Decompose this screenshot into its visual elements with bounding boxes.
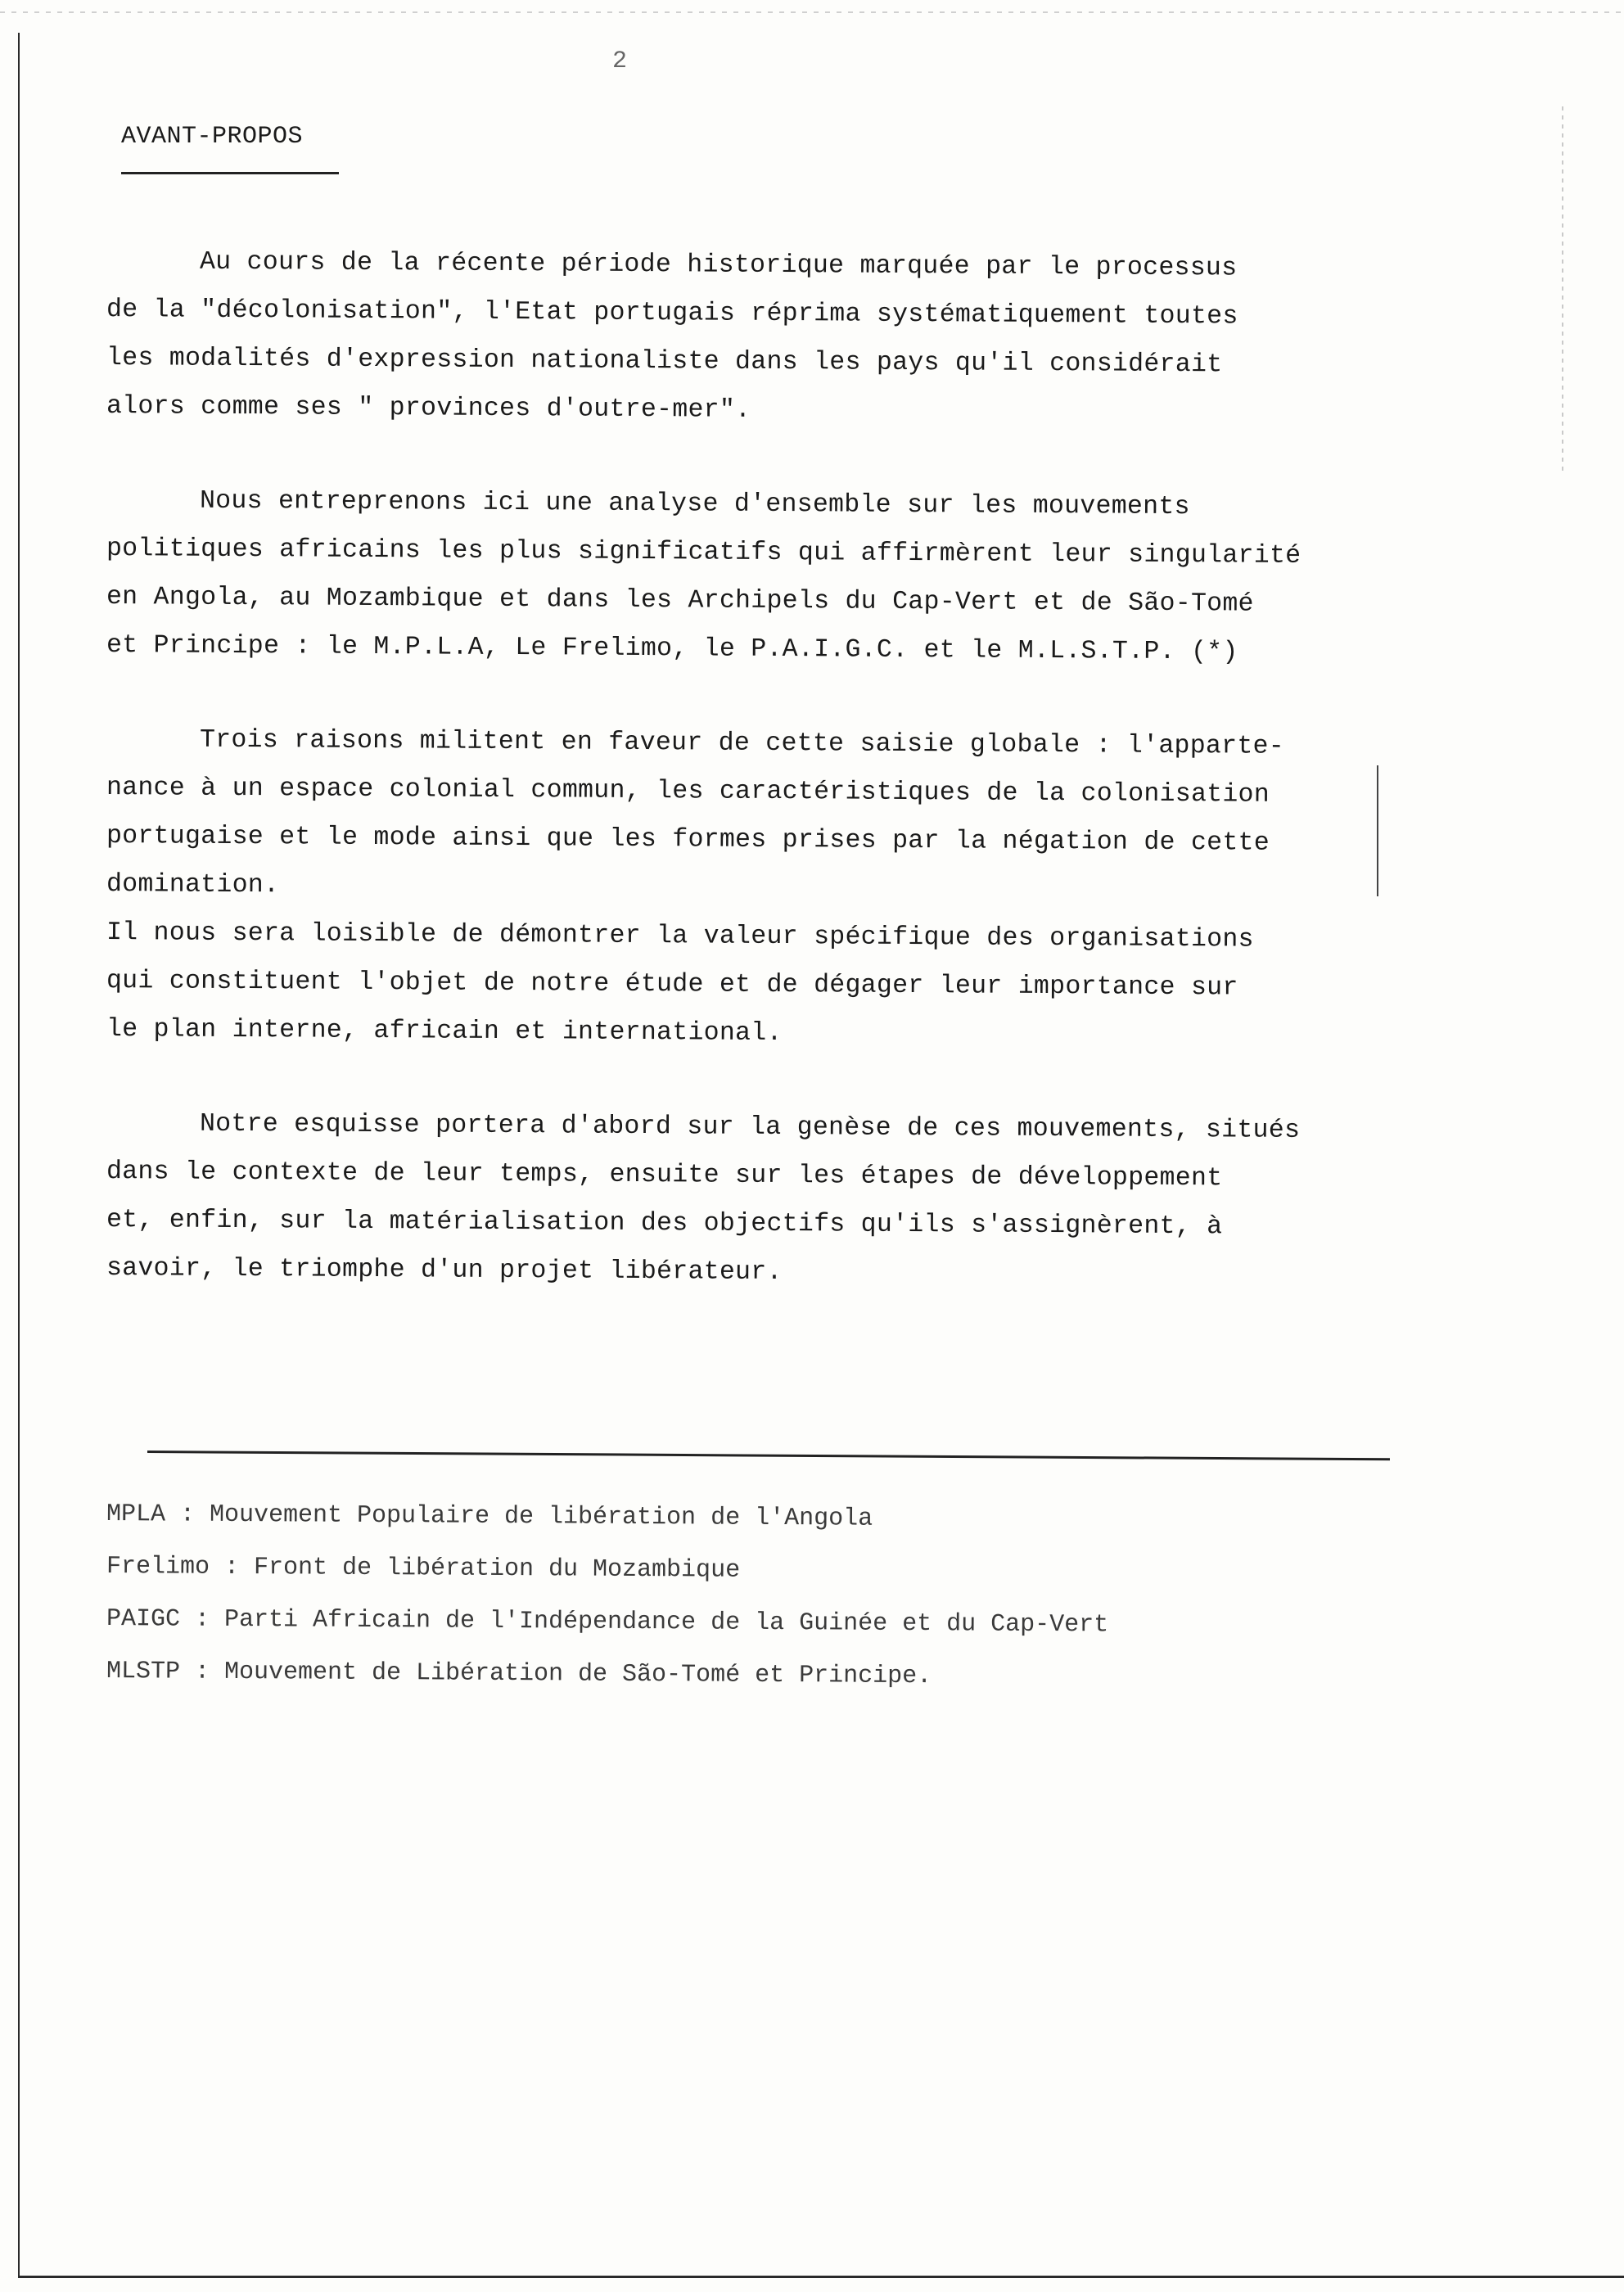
text-line: dans le contexte de leur temps, ensuite sur les étapes de développement [106,1157,1223,1193]
scan-top-edge [0,11,1624,13]
text-line: domination. [106,870,280,900]
text-line: de la "décolonisation", l'Etat portugais réprima systématiquement toutes [106,296,1238,332]
text-line: Notre esquisse portera d'abord sur la genèse de ces mouvements, situés [199,1109,1301,1145]
page-number: 2 [612,47,628,75]
title-underline [121,172,339,174]
text-line: politiques africains les plus significatifs qui affirmèrent leur singularité [106,535,1301,571]
paragraph-1 [106,237,1400,431]
text-line: en Angola, au Mozambique et dans les Archipels du Cap-Vert et de São-Tomé [106,583,1254,619]
text-line: nance à un espace colonial commun, les caractéristiques de la colonisation [106,774,1270,810]
text-line: les modalités d'expression nationaliste dans les pays qu'il considérait [106,344,1223,380]
footnote-item: MLSTP : Mouvement de Libération de São-Tomé et Principe. [106,1658,932,1691]
scan-bottom-edge [18,2276,1624,2278]
text-line: Nous entreprenons ici une analyse d'ensemble sur les mouvements [199,486,1190,522]
paragraph-4 [106,1099,1400,1293]
text-line: savoir, le triomphe d'un projet libérateur. [106,1254,783,1288]
footnotes [106,1488,1416,1698]
paragraph-2 [106,476,1400,670]
body-text [106,237,1400,1338]
footnote-item: Frelimo : Front de libération du Mozambique [106,1553,741,1585]
text-line: portugaise et le mode ainsi que les formes prises par la négation de cette [106,822,1270,858]
footnote-item: PAIGC : Parti Africain de l'Indépendance de la Guinée et du Cap-Vert [106,1605,1109,1640]
text-line: et, enfin, sur la matérialisation des objectifs qu'ils s'assignèrent, à [106,1206,1223,1242]
page-title: AVANT-PROPOS [121,123,304,151]
text-line: Trois raisons militent en faveur de cette saisie globale : l'apparte- [199,725,1285,761]
text-line: Au cours de la récente période historique marquée par le processus [199,247,1238,283]
text-line: alors comme ses " provinces d'outre-mer". [106,392,751,425]
text-line: le plan interne, africain et international. [106,1015,783,1049]
scan-left-edge [18,33,20,2276]
scan-right-edge [1562,106,1563,475]
text-line: qui constituent l'objet de notre étude et de dégager leur importance sur [106,967,1238,1003]
text-line: et Principe : le M.P.L.A, Le Frelimo, le P.A.I.G.C. et le M.L.S.T.P. (*) [106,631,1238,667]
footnote-separator [147,1451,1390,1460]
paragraph-3 [106,715,1400,1054]
footnote-item: MPLA : Mouvement Populaire de libération de l'Angola [106,1500,873,1533]
text-line: Il nous sera loisible de démontrer la valeur spécifique des organisations [106,918,1254,954]
